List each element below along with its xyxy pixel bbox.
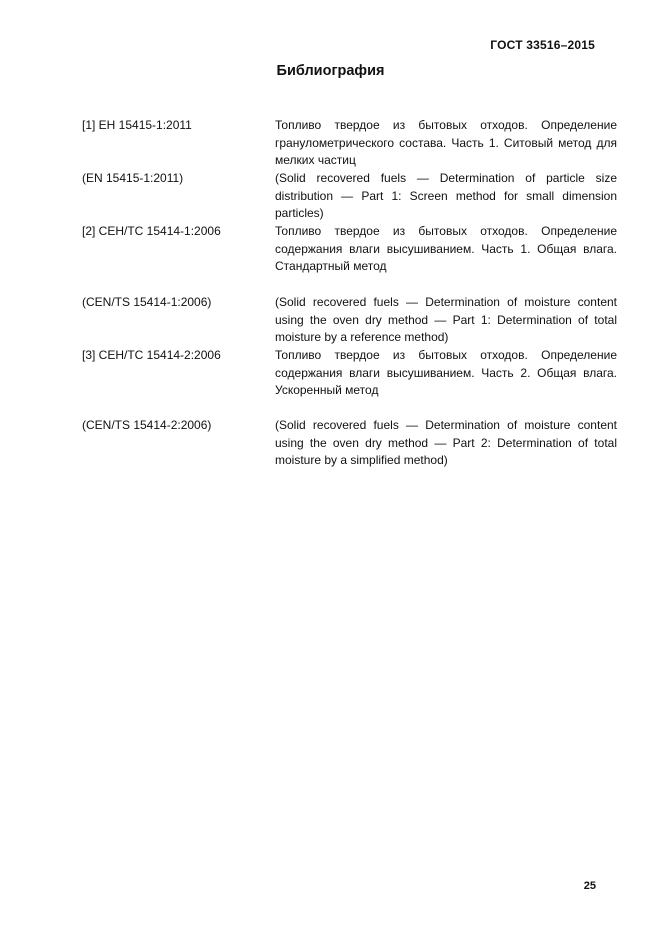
bibliography-title: Топливо твердое из бытовых отходов. Определение гранулометрического состава. Часть 1. Ситовый метод для мелких частиц — [275, 118, 617, 168]
bibliography-title: Топливо твердое из бытовых отходов. Определение содержания влаги высушиванием. Часть 1. Общая влага. Стандартный метод — [275, 224, 617, 274]
bibliography-reference: (CEN/TS 15414-2:2006) — [82, 418, 212, 432]
bibliography-title: (Solid recovered fuels — Determination of moisture content using the oven dry method — Part 2: Determination of total moisture by a simplified method) — [275, 418, 617, 468]
bibliography-title: (Solid recovered fuels — Determination of particle size distribution — Part 1: Screen method for small dimension particles) — [275, 171, 617, 221]
bibliography-reference: [1] ЕН 15415-1:2011 — [82, 118, 192, 132]
page-number: 25 — [583, 880, 596, 892]
document-number: ГОСТ 33516–2015 — [490, 38, 595, 52]
bibliography-reference: [3] CЕН/ТС 15414-2:2006 — [82, 348, 221, 362]
bibliography-reference: (CEN/TS 15414-1:2006) — [82, 295, 212, 309]
bibliography-reference: [2] CЕН/ТС 15414-1:2006 — [82, 224, 221, 238]
bibliography-reference: (EN 15415-1:2011) — [82, 171, 184, 185]
page-title: Библиография — [276, 63, 385, 79]
bibliography-title: Топливо твердое из бытовых отходов. Определение содержания влаги высушиванием. Часть 2. Общая влага. Ускоренный метод — [275, 348, 617, 398]
bibliography-title: (Solid recovered fuels — Determination of moisture content using the oven dry method — Part 1: Determination of total moisture by a reference method) — [275, 295, 617, 345]
